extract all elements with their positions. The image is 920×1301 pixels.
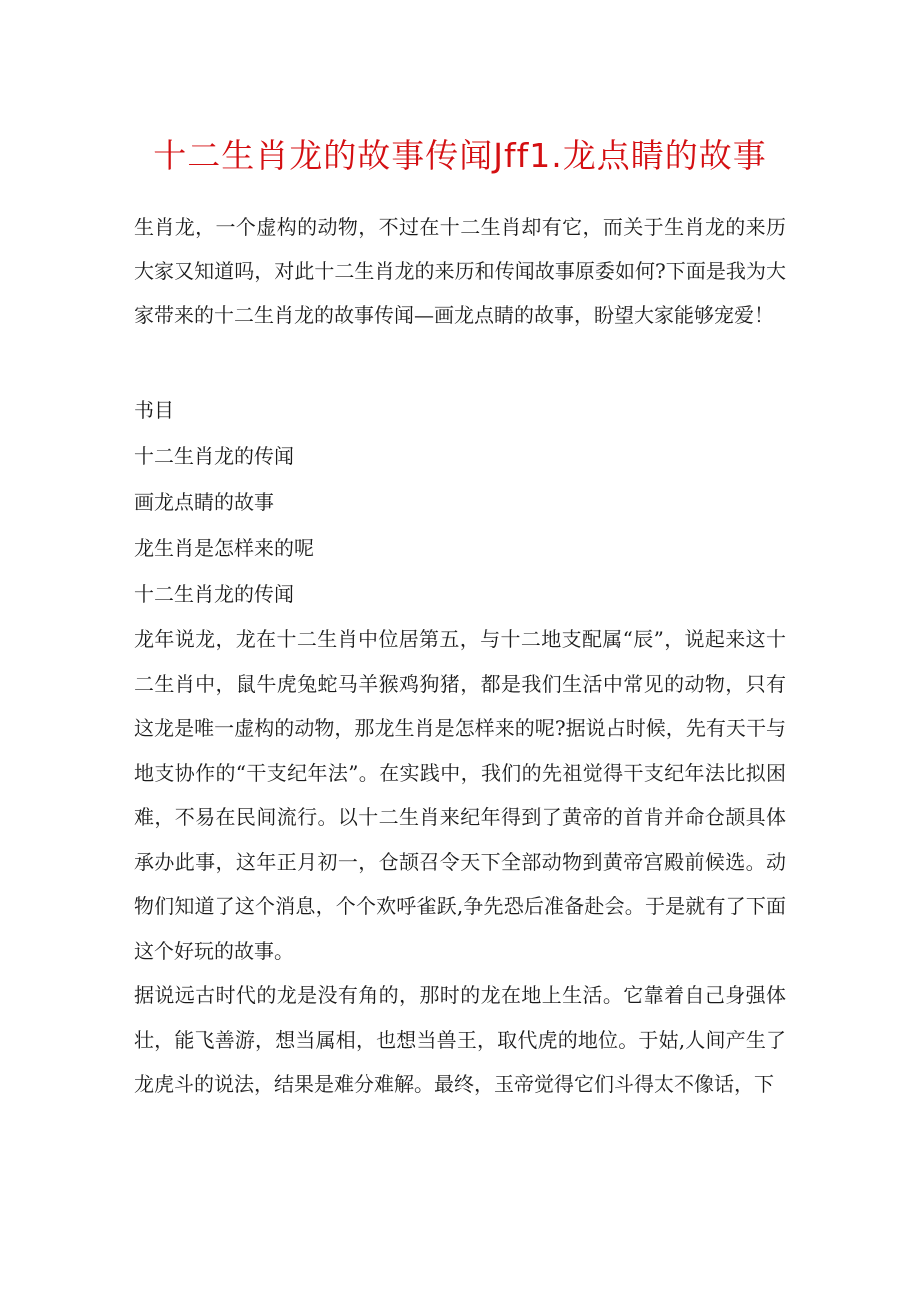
section-heading: 十二生肖龙的传闻 bbox=[134, 582, 294, 606]
intro-paragraph: 生肖龙，一个虚构的动物，不过在十二生肖却有它，而关于生肖龙的来历大家又知道吗，对此十二生肖龙的来历和传闻故事原委如何?下面是我为大家带来的十二生肖龙的故事传闻—画龙点睛的故事，盼望大家能够宠爱！ bbox=[134, 215, 786, 327]
toc-item: 十二生肖龙的传闻 bbox=[134, 444, 294, 468]
body-paragraph: 龙年说龙，龙在十二生肖中位居第五，与十二地支配属“辰”，说起来这十二生肖中，鼠牛虎兔蛇马羊猴鸡狗猪，都是我们生活中常见的动物，只有这龙是唯一虚构的动物，那龙生肖是怎样来的呢?据说占时候，先有天干与地支协作的“干支纪年法”。在实践中，我们的先祖觉得干支纪年法比拟困难，不易在民间流行。以十二生肖来纪年得到了黄帝的首肯并命仓颉具体承办此事，这年正月初一，仓颉召令天下全部动物到黄帝宫殿前候选。动物们知道了这个消息，个个欢呼雀跃,争先恐后准备赴会。于是就有了下面这个好玩的故事。 bbox=[134, 627, 786, 963]
toc-item: 画龙点睛的故事 bbox=[134, 490, 274, 514]
document-title: 十二生肖龙的故事传闻Jff1.龙点睛的故事 bbox=[153, 136, 767, 175]
toc-heading: 书目 bbox=[134, 398, 174, 422]
document-body bbox=[134, 205, 786, 1107]
toc-item: 龙生肖是怎样来的呢 bbox=[134, 536, 314, 560]
body-paragraph: 据说远古时代的龙是没有角的，那时的龙在地上生活。它靠着自己身强体壮，能飞善游，想当属相，也想当兽王，取代虎的地位。于姑,人间产生了龙虎斗的说法，结果是难分难解。最终，玉帝觉得它们斗得太不像话，下 bbox=[134, 983, 786, 1096]
